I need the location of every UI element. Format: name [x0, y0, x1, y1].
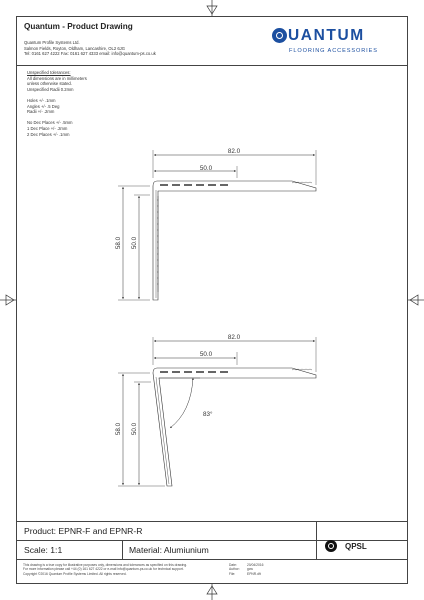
address-line: Salmon Fields, Royton, Oldham, Lancashire, OL2 6JG: [24, 45, 126, 51]
meta-value: EPNR.dft: [247, 571, 261, 576]
dim-top-tread-width: 50.0: [199, 165, 213, 172]
profile-inner-bottom: [156, 377, 169, 484]
meta-key: Author:: [229, 567, 240, 572]
meta-key: File:: [229, 571, 236, 576]
tolerance-line: No Dec Places +/- .5mm: [27, 120, 73, 126]
dim-top-nose-height: 50.0: [131, 236, 138, 250]
page-title: Quantum - Product Drawing: [24, 22, 133, 31]
footer-line: Copyright ©2016 Quantum Profile Systems Limited. All rights reserved.: [23, 571, 127, 576]
scale-label: Scale: 1:1: [24, 545, 63, 555]
material-label: Material: Alumiunium: [129, 545, 209, 555]
tolerance-line: All dimensions are in millimeters: [27, 75, 87, 81]
footer-line: For more information please call +44 (0) 161 627 4222 or e-mail info@quantum-ps.co.uk for technical support.: [23, 567, 184, 572]
footer-row: [16, 559, 408, 584]
dim-bottom-tread-width: 50.0: [199, 351, 213, 358]
meta-value: gcw: [247, 567, 253, 572]
company-code: QPSL: [345, 542, 367, 551]
dim-bottom-overall-height: 58.0: [115, 422, 122, 436]
profile-view-top: [118, 150, 316, 300]
footer-line: This drawing is a true copy for illustrative purposes only, dimensions and tolerances as specified on this drawing.: [23, 563, 188, 567]
logo-word: UANTUM: [288, 27, 365, 44]
dim-bottom-angle: 83°: [203, 411, 213, 418]
dim-top-overall-width: 82.0: [227, 148, 241, 155]
tolerance-line: Angles +/- .5 Deg: [27, 103, 60, 109]
profile-outline-top: [153, 181, 316, 300]
address-line: Tel: 0161 627 4222 Fax: 0161 627 4333 email: info@quantum-ps.co.uk: [24, 51, 156, 57]
profile-view-bottom: [118, 337, 316, 486]
footer-meta: [229, 563, 264, 576]
meta-key: Date:: [229, 563, 237, 567]
dim-bottom-overall-width: 82.0: [227, 334, 241, 341]
footer-notes: [23, 563, 238, 576]
tolerance-line: Holes +/- .1mm: [27, 97, 56, 103]
product-name: Product: EPNR-F and EPNR-R: [24, 526, 143, 536]
logo-tagline: FLOORING ACCESSORIES: [289, 48, 378, 54]
logo-divider: [316, 521, 317, 559]
tolerance-line: unless otherwise stated.: [27, 81, 72, 87]
tolerance-line: 2 Dec Places +/- .1mm: [27, 131, 70, 137]
angle-arc: [170, 378, 193, 428]
product-row: [16, 521, 408, 540]
tolerance-line: Radii +/- .2mm: [27, 109, 55, 115]
tolerance-line: 1 Dec Place +/- .2mm: [27, 125, 68, 131]
tolerance-line: Unspecified Radii 0.2mm: [27, 86, 74, 92]
meta-value: 20/04/2016: [247, 563, 264, 567]
address-line: Quantum Profile Systems Ltd.: [24, 40, 80, 45]
scale-divider: [122, 540, 123, 559]
dim-top-overall-height: 58.0: [115, 236, 122, 250]
tolerances-heading: Unspecified tolerances:: [27, 70, 71, 75]
dim-bottom-nose-height: 50.0: [131, 422, 138, 436]
profile-outline-bottom: [153, 368, 316, 486]
qpsl-logo-icon: [325, 540, 337, 552]
